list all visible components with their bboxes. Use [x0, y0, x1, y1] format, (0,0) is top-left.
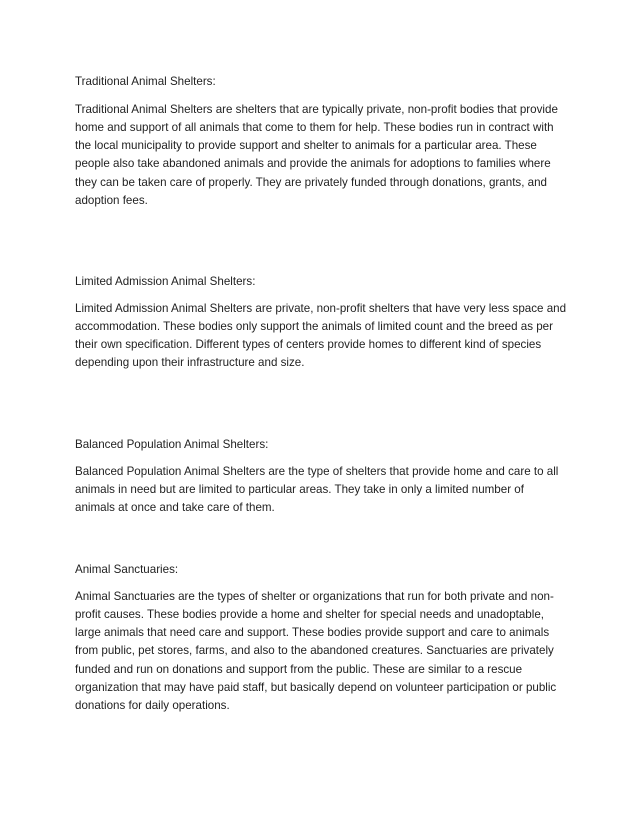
section-body: Animal Sanctuaries are the types of shelter or organizations that run for both private and non-profit causes. These bodies provide a home and shelter for special needs and unadoptable, large animals that need care and support. These bodies provide support and care to animals from public, pet stores, farms, and also to the abandoned creatures. Sanctuaries are privately funded and run on donations and support from the public. These are similar to a rescue organization that may have paid staff, but basically depend on volunteer participation or public donations for daily operations. [75, 589, 557, 713]
section-traditional-animal-shelters [75, 73, 567, 210]
section-heading: Traditional Animal Shelters: [75, 75, 216, 88]
section-limited-admission-animal-shelters [75, 273, 567, 373]
section-heading: Limited Admission Animal Shelters: [75, 275, 256, 288]
section-heading: Balanced Population Animal Shelters: [75, 438, 269, 451]
section-heading: Animal Sanctuaries: [75, 563, 179, 576]
section-body: Limited Admission Animal Shelters are private, non-profit shelters that have very less space and accommodation. These bodies only support the animals of limited count and the breed as per their own specification. Different types of centers provide homes to different kind of species depending upon their infrastructure and size. [75, 301, 567, 370]
section-balanced-population-animal-shelters [75, 436, 567, 517]
section-body: Balanced Population Animal Shelters are the type of shelters that provide home and care to all animals in need but are limited to particular areas. They take in only a limited number of animals at once and take care of them. [75, 464, 559, 515]
section-body: Traditional Animal Shelters are shelters that are typically private, non-profit bodies that provide home and support of all animals that come to them for help. These bodies run in contract with the local municipality to provide support and shelter to animals for a particular area. These people also take abandoned animals and provide the animals for adoptions to families where they can be taken care of properly. They are privately funded through donations, grants, and adoption fees. [75, 102, 558, 208]
section-animal-sanctuaries [75, 561, 567, 716]
